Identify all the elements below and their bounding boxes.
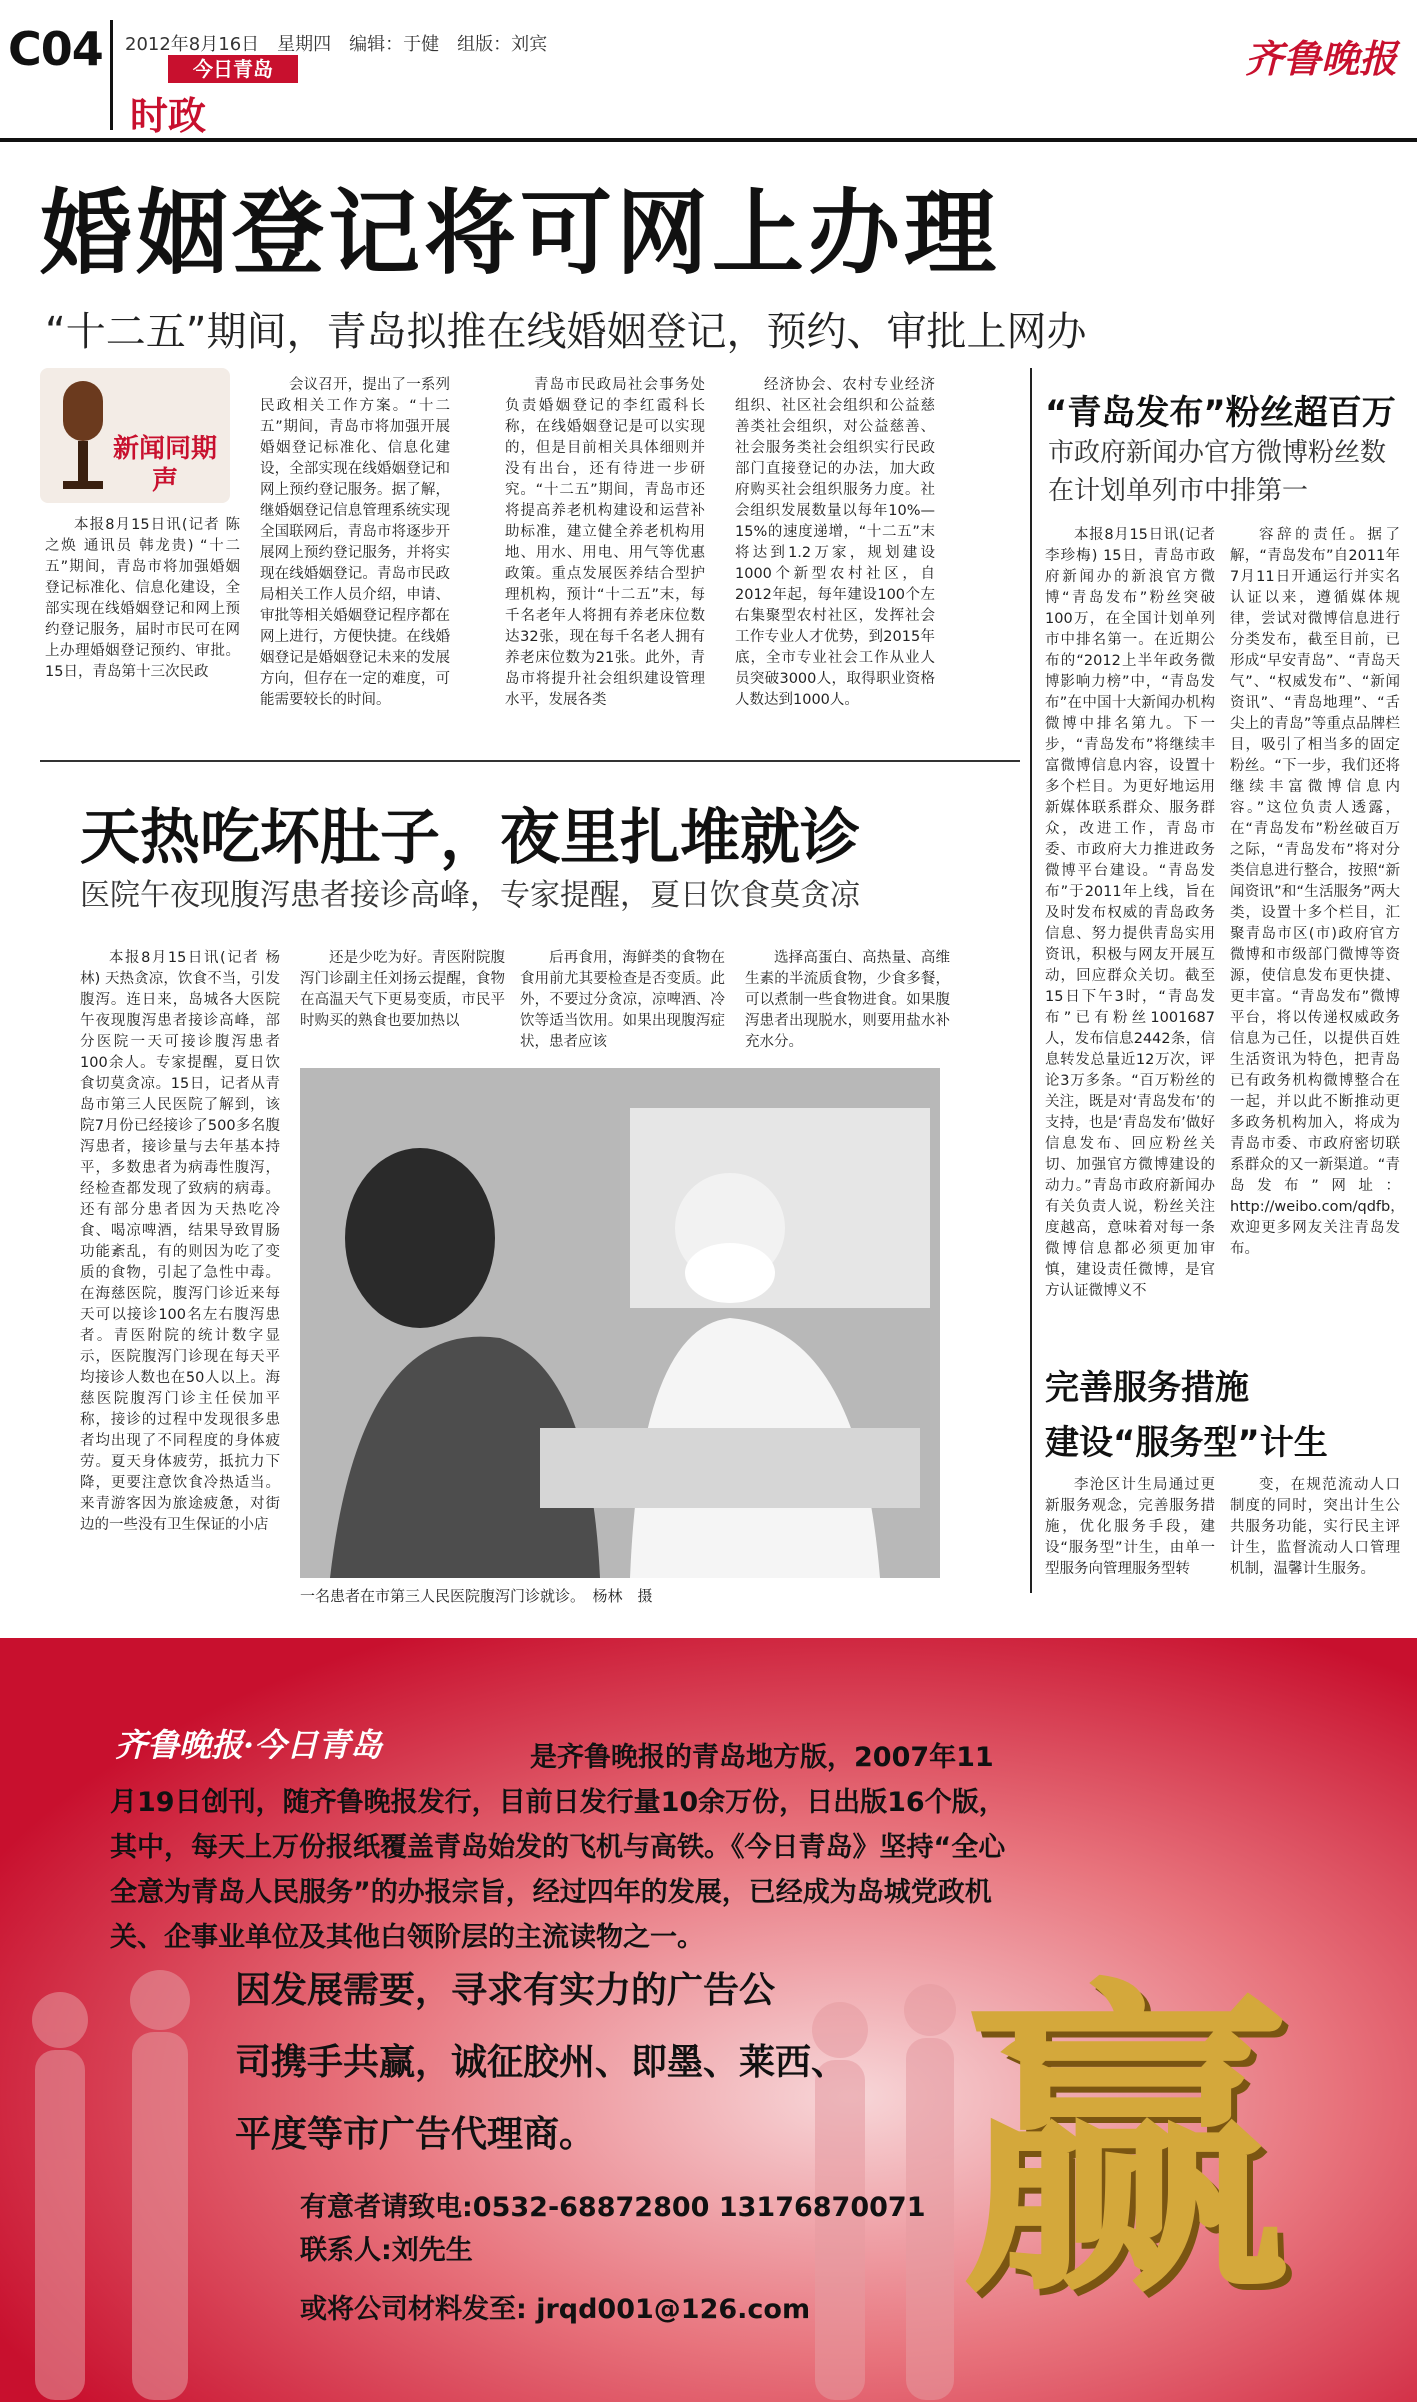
article1-column-4: 经济协会、农村专业经济组织、社区社会组织和公益慈善类社会组织，对公益慈善、社会服务类社会组织实行民政部门直接登记的办法，加大政府购买社会组织服务力度。社会组织发展数量以每年10%—15%的速度递增，“十二五”末将达到1.2万家，规划建设1000个新型农村社区，自2012年起，每年建设100个左右集聚型农村社区，发挥社会工作专业人才优势，到2015年底，全市专业社会工作从业人员突破3000人，取得职业资格人数达到1000人。 (735, 377, 935, 708)
sidebar-subheadline-1: 市政府新闻办官方微博粉丝数 (1048, 438, 1387, 468)
ad-contact-email: 或将公司材料发至: jrqd001@126.com (300, 2294, 811, 2325)
article2-column-2: 还是少吃为好。青医附院腹泻门诊副主任刘扬云提醒，食物在高温天气下更易变质，市民平时购买的熟食也要加热以 (300, 950, 505, 1029)
section-divider (40, 760, 1020, 762)
article1-column-1: 本报8月15日讯(记者 陈之焕 通讯员 韩龙贵) “十二五”期间，青岛市将加强婚姻登记标准化、信息化建设，全部实现在线婚姻登记和网上预约登记服务，届时市民可在网上办理婚姻登记预约、审批。15日，青岛第十三次民政 (45, 517, 240, 680)
microphone-icon (48, 376, 118, 496)
ad-contact-person: 联系人:刘先生 (300, 2235, 473, 2266)
section-title: 时政 (130, 94, 207, 138)
news-badge (40, 368, 240, 508)
date-line: 2012年8月16日 星期四 编辑：于健 组版：刘宾 (125, 34, 548, 55)
ad-paragraph: 是齐鲁晚报的青岛地方版，2007年11月19日创刊，随齐鲁晚报发行，目前日发行量10余万份，日出版16个版，其中，每天上万份报纸覆盖青岛始发的飞机与高铁。《今日青岛》坚持“全心全意为青岛人民服务”的办报宗旨，经过四年的发展，已经成为岛城党政机关、企事业单位及其他白领阶层的主流读物之一。 (110, 1742, 1006, 1953)
clinic-scene-image (300, 1068, 940, 1578)
page-number: C04 (8, 22, 103, 76)
badge-label: 新闻同期声 (112, 434, 217, 496)
sidebar-column-1: 本报8月15日讯(记者 李珍梅) 15日，青岛市政府新闻办的新浪官方微博“青岛发布”粉丝突破100万，在全国计划单列市中排名第一。在近期公布的“2012上半年政务微博影响力榜”中，“青岛发布”在中国十大新闻办机构微博中排名第九。下一步，“青岛发布”将继续丰富微博信息内容，设置十多个栏目。为更好地运用新媒体联系群众、服务群众，改进工作，青岛市委、市政府大力推进政务微博平台建设。“青岛发布”于2011年上线，旨在及时发布权威的青岛政务信息、努力提供青岛实用资讯，积极与网友开展互动，回应群众关切。截至15日下午3时，“青岛发布”已有粉丝1001687人，发布信息2442条，信息转发总量近12万次，评论3万多条。“百万粉丝的关注，既是对‘青岛发布’的支持，也是‘青岛发布’做好信息发布、回应粉丝关切、加强官方微博建设的动力。”青岛市政府新闻办有关负责人说，粉丝关注度越高，意味着对每一条微博信息都必须更加审慎，建设责任微博，是官方认证微博义不 (1045, 527, 1215, 1299)
sidebar2-headline-1: 完善服务措施 (1045, 1368, 1249, 1408)
ad-headline-line-3: 平度等市广告代理商。 (235, 2114, 596, 2155)
header-divider (110, 20, 113, 130)
ad-headline-line-1: 因发展需要，寻求有实力的广告公 (235, 1970, 776, 2011)
subheadline-diarrhea: 医院午夜现腹泻患者接诊高峰，专家提醒，夏日饮食莫贪凉 (80, 878, 860, 913)
article2-column-1: 本报8月15日讯(记者 杨林) 天热贪凉，饮食不当，引发腹泻。连日来，岛城各大医院午夜现腹泻患者接诊高峰，部分医院一天可接诊腹泻患者100余人。专家提醒，夏日饮食切莫贪凉。15日，记者从青岛市第三人民医院了解到，该院7月份已经接诊了500多名腹泻患者，接诊量与去年基本持平，多数患者为病毒性腹泻，经检查都发现了致病的病毒。还有部分患者因为天热吃冷食、喝凉啤酒，结果导致胃肠功能紊乱，有的则因为吃了变质的食物，引起了急性中毒。在海慈医院，腹泻门诊近来每天可以接诊100名左右腹泻患者。青医附院的统计数字显示，医院腹泻门诊现在每天平均接诊人数也在50人以上。海慈医院腹泻门诊主任侯加平称，接诊的过程中发现很多患者均出现了不同程度的身体疲劳。夏天身体疲劳，抵抗力下降，更要注意饮食冷热适当。来青游客因为旅途疲惫，对街边的一些没有卫生保证的小店 (80, 950, 280, 1533)
ad-logo: 齐鲁晚报·今日青岛 (115, 1726, 383, 1764)
edition-label: 今日青岛 (168, 55, 298, 83)
headline-marriage: 婚姻登记将可网上办理 (40, 179, 1001, 287)
sidebar2-column-1: 李沧区计生局通过更新服务观念，完善服务措施，优化服务手段，建设“服务型”计生，由单一型服务向管理服务型转 (1045, 1477, 1215, 1577)
sidebar-divider (1030, 368, 1032, 1593)
sidebar-headline: “青岛发布”粉丝超百万 (1045, 393, 1396, 433)
article1-column-3: 青岛市民政局社会事务处负责婚姻登记的李红霞科长称，在线婚姻登记是可以实现的，但是目前相关具体细则并没有出台，还有待进一步研究。“十二五”期间，青岛市还将提高养老机构建设和运营补助标准，建立健全养老机构用地、用水、用电、用气等优惠政策。重点发展医养结合型护理机构，预计“十二五”末，每千名老年人将拥有养老床位数达32张，现在每千名老人拥有养老床位数为21张。此外，青岛市将提升社会组织建设管理水平，发展各类 (505, 377, 705, 708)
article2-column-4: 选择高蛋白、高热量、高维生素的半流质食物，少食多餐，可以煮制一些食物进食。如果腹泻患者出现脱水，则要用盐水补充水分。 (745, 950, 950, 1050)
article2-column-3: 后再食用，海鲜类的食物在食用前尤其要检查是否变质。此外，不要过分贪凉，凉啤酒、冷饮等适当饮用。如果出现腹泻症状，患者应该 (520, 950, 725, 1050)
ad-headline (235, 1955, 955, 2171)
subheadline-marriage: “十二五”期间，青岛拟推在线婚姻登记，预约、审批上网办 (45, 309, 1087, 355)
sidebar-subheadline-2: 在计划单列市中排第一 (1048, 476, 1309, 506)
paper-logo: 齐鲁晚报 (1244, 36, 1397, 81)
sidebar2-column-2: 变，在规范流动人口制度的同时，突出计生公共服务功能，实行民主评计生，监督流动人口管理机制，温馨计生服务。 (1230, 1477, 1400, 1577)
photo-caption: 一名患者在市第三人民医院腹泻门诊就诊。 杨林 摄 (300, 1587, 653, 1605)
news-photo (300, 1068, 940, 1578)
headline-diarrhea: 天热吃坏肚子，夜里扎堆就诊 (80, 803, 860, 873)
sidebar-column-2: 容辞的责任。据了解，“青岛发布”自2011年7月11日开通运行并实名认证以来，遵循媒体规律，尝试对微博信息进行分类发布，截至目前，已形成“早安青岛”、“青岛天气”、“权威发布”、“新闻资讯”、“青岛地理”、“舌尖上的青岛”等重点品牌栏目，吸引了相当多的固定粉丝。“下一步，我们还将继续丰富微博信息内容。”这位负责人透露，在“青岛发布”粉丝破百万之际，“青岛发布”将对分类信息进行整合，按照“新闻资讯”和“生活服务”两大类，设置十多个栏目，汇聚青岛市区(市)政府官方微博和市级部门微博等资源，使信息发布更快捷、更丰富。“青岛发布”微博平台，将以传递权威政务信息为己任，以提供百姓生活资讯为特色，把青岛已有政务机构微博整合在一起，并以此不断推动更多政务机构加入，将成为青岛市委、市政府密切联系群众的又一新渠道。“青岛发布”网址：http://weibo.com/qdfb，欢迎更多网友关注青岛发布。 (1230, 527, 1405, 1257)
ad-win-character: 赢 (960, 1949, 1290, 2337)
article1-column-2: 会议召开，提出了一系列民政相关工作方案。“十二五”期间，青岛市将加强开展婚姻登记标准化、信息化建设，全部实现在线婚姻登记和网上预约登记服务。据了解，继婚姻登记信息管理系统实现全国联网后，青岛市将逐步开展网上预约登记服务，并将实现在线婚姻登记。青岛市民政局相关工作人员介绍，申请、审批等相关婚姻登记程序都在网上进行，方便快捷。在线婚姻登记是婚姻登记未来的发展方向，但存在一定的难度，可能需要较长的时间。 (260, 377, 450, 708)
ad-contact-phone: 有意者请致电:0532-68872800 13176870071 (300, 2192, 926, 2223)
ad-headline-line-2: 司携手共赢，诚征胶州、即墨、莱西、 (235, 2042, 848, 2083)
header-rule (0, 138, 1417, 142)
sidebar2-headline-2: 建设“服务型”计生 (1045, 1423, 1328, 1463)
